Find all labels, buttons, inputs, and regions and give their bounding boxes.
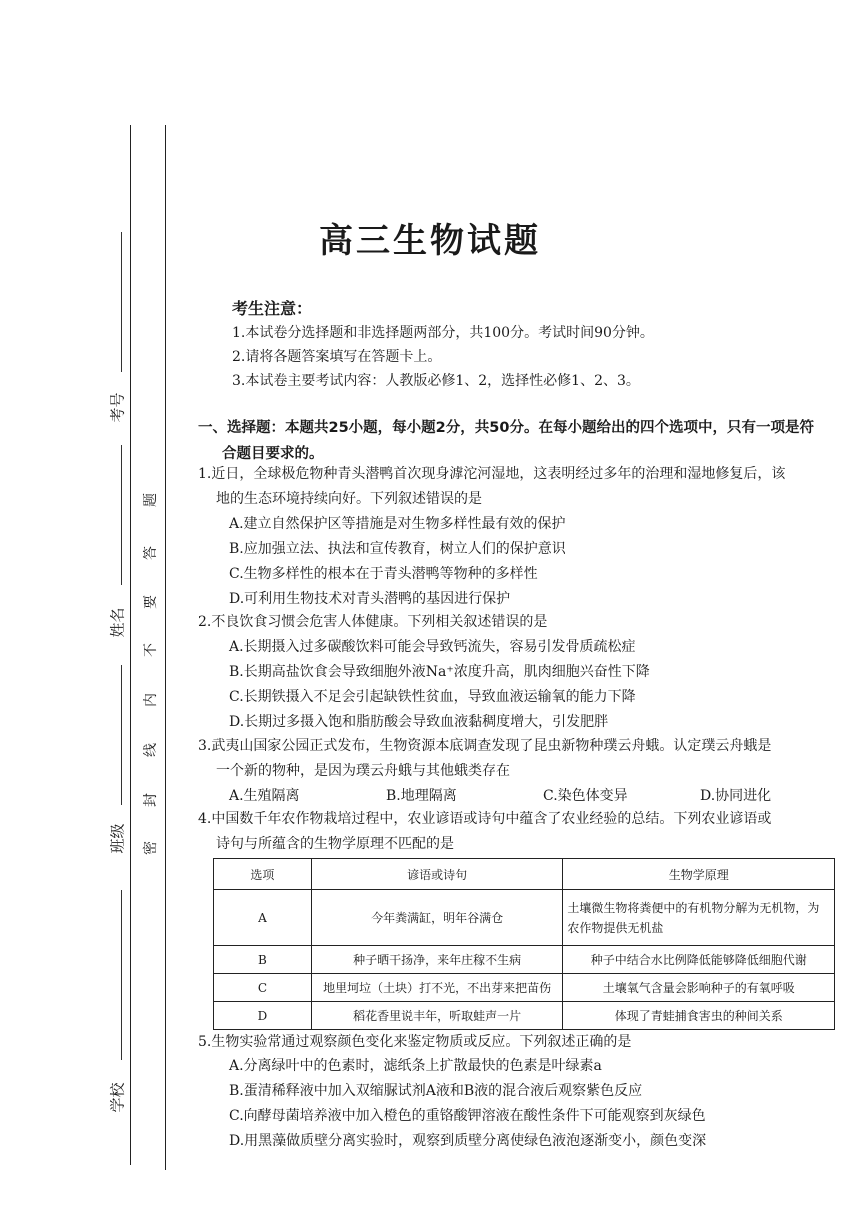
notice-item-text: 2.请将各题答案填写在答题卡上。 xyxy=(232,349,442,365)
class-label: 班级 xyxy=(108,823,127,854)
stem-line: 1.近日，全球极危物种青头潜鸭首次现身滹沱河湿地，这表明经过多年的治理和湿地修复后，该 xyxy=(198,466,786,482)
table-cell: 种子中结合水比例降低能够降低细胞代谢 xyxy=(563,946,835,974)
q3-option-c: C.染色体变异 xyxy=(543,788,628,804)
q2-option-c: C.长期铁摄入不足会引起缺铁性贫血，导致血液运输氧的能力下降 xyxy=(229,689,636,705)
school-line xyxy=(121,890,122,1060)
table-header: 生物学原理 xyxy=(563,859,835,890)
page-title: 高三生物试题 xyxy=(319,221,541,261)
question-3-stem xyxy=(198,734,843,783)
seal-char: 答 xyxy=(143,546,159,560)
binding-line-outer xyxy=(130,125,131,1165)
section-heading-line: 一、选择题：本题共25小题，每小题2分，共50分。在每小题给出的四个选项中，只有一项是符 xyxy=(198,420,814,436)
seal-char: 封 xyxy=(143,793,159,807)
table-row xyxy=(214,890,835,946)
table-cell: 土壤氧气含量会影响种子的有氧呼吸 xyxy=(563,974,835,1002)
seal-char: 要 xyxy=(143,595,159,609)
table-row xyxy=(214,946,835,974)
q3-option-d: D.协同进化 xyxy=(700,788,772,804)
stem-line: 2.不良饮食习惯会危害人体健康。下列相关叙述错误的是 xyxy=(198,614,548,630)
school-label: 学校 xyxy=(108,1082,127,1113)
q1-option-c: C.生物多样性的根本在于青头潜鸭等物种的多样性 xyxy=(229,566,538,582)
table-cell: 体现了青蛙捕食害虫的种间关系 xyxy=(563,1002,835,1030)
q4-table xyxy=(213,858,835,1030)
q3-option-a: A.生殖隔离 xyxy=(229,788,300,804)
stem-line: 一个新的物种，是因为璞云舟蛾与其他蛾类存在 xyxy=(216,762,510,779)
table-header-row xyxy=(214,859,835,890)
question-5-stem xyxy=(198,1030,843,1055)
notice-item: 1.本试卷分选择题和非选择题两部分，共100分。考试时间90分钟。 xyxy=(232,325,654,341)
stem-line: 地的生态环境持续向好。下列叙述错误的是 xyxy=(216,490,482,507)
q5-option-b: B.蛋清稀释液中加入双缩脲试剂A液和B液的混合液后观察紫色反应 xyxy=(229,1083,643,1099)
name-label: 姓名 xyxy=(108,607,127,638)
q1-option-a: A.建立自然保护区等措施是对生物多样性最有效的保护 xyxy=(229,516,566,532)
seal-char: 题 xyxy=(143,493,159,507)
binding-line-inner xyxy=(165,125,166,1170)
seal-char: 内 xyxy=(143,693,159,707)
question-1-stem xyxy=(198,462,843,511)
notice-heading: 考生注意： xyxy=(232,299,313,318)
class-line xyxy=(121,665,122,805)
notice-item: 3.本试卷主要考试内容：人教版必修1、2，选择性必修1、2、3。 xyxy=(232,373,640,389)
stem-line: 5.生物实验常通过观察颜色变化来鉴定物质或反应。下列叙述正确的是 xyxy=(198,1034,632,1050)
stem-line: 3.武夷山国家公园正式发布，生物资源本底调查发现了昆虫新物种璞云舟蛾。认定璞云舟蛾是 xyxy=(198,738,772,754)
q2-option-a: A.长期摄入过多碳酸饮料可能会导致钙流失，容易引发骨质疏松症 xyxy=(229,639,636,655)
q3-option-b: B.地理隔离 xyxy=(386,788,457,804)
q5-option-a: A.分离绿叶中的色素时，滤纸条上扩散最快的色素是叶绿素a xyxy=(229,1058,602,1074)
q2-option-b: B.长期高盐饮食会导致细胞外液Na⁺浓度升高，肌肉细胞兴奋性下降 xyxy=(229,664,650,680)
table-cell: 土壤微生物将粪便中的有机物分解为无机物，为农作物提供无机盐 xyxy=(563,890,835,946)
seal-char: 不 xyxy=(143,643,159,657)
table-cell: 稻花香里说丰年，听取蛙声一片 xyxy=(311,1002,563,1030)
table-cell: D xyxy=(214,1002,312,1030)
table-cell: A xyxy=(214,890,312,946)
q5-option-d: D.用黑藻做质壁分离实验时，观察到质壁分离使绿色液泡逐渐变小，颜色变深 xyxy=(229,1133,707,1149)
exam-no-label: 考号 xyxy=(108,392,127,423)
table-cell: 种子晒干扬净，来年庄稼不生病 xyxy=(311,946,563,974)
section-heading-line: 合题目要求的。 xyxy=(222,446,324,462)
name-line xyxy=(121,445,122,585)
table-cell: B xyxy=(214,946,312,974)
table-row xyxy=(214,974,835,1002)
q5-option-c: C.向酵母菌培养液中加入橙色的重铬酸钾溶液在酸性条件下可能观察到灰绿色 xyxy=(229,1108,706,1124)
table-row xyxy=(214,1002,835,1030)
question-2-stem xyxy=(198,610,843,635)
notice-item xyxy=(232,346,441,366)
table-cell: C xyxy=(214,974,312,1002)
section-heading xyxy=(198,415,838,467)
table-header: 选项 xyxy=(214,859,312,890)
q1-option-d: D.可利用生物技术对青头潜鸭的基因进行保护 xyxy=(229,591,511,607)
q1-option-b: B.应加强立法、执法和宣传教育，树立人们的保护意识 xyxy=(229,541,566,557)
question-4-stem xyxy=(198,807,843,856)
seal-char: 线 xyxy=(143,743,159,757)
table-cell: 今年粪满缸，明年谷满仓 xyxy=(311,890,563,946)
table-header: 谚语或诗句 xyxy=(311,859,563,890)
seal-char: 密 xyxy=(143,841,159,855)
table-cell: 地里坷垃（土块）打不光，不出芽来把苗伤 xyxy=(311,974,563,1002)
stem-line: 4.中国数千年农作物栽培过程中，农业谚语或诗句中蕴含了农业经验的总结。下列农业谚语或 xyxy=(198,811,772,827)
stem-line: 诗句与所蕴含的生物学原理不匹配的是 xyxy=(216,835,454,852)
q2-option-d: D.长期过多摄入饱和脂肪酸会导致血液黏稠度增大，引发肥胖 xyxy=(229,714,609,730)
